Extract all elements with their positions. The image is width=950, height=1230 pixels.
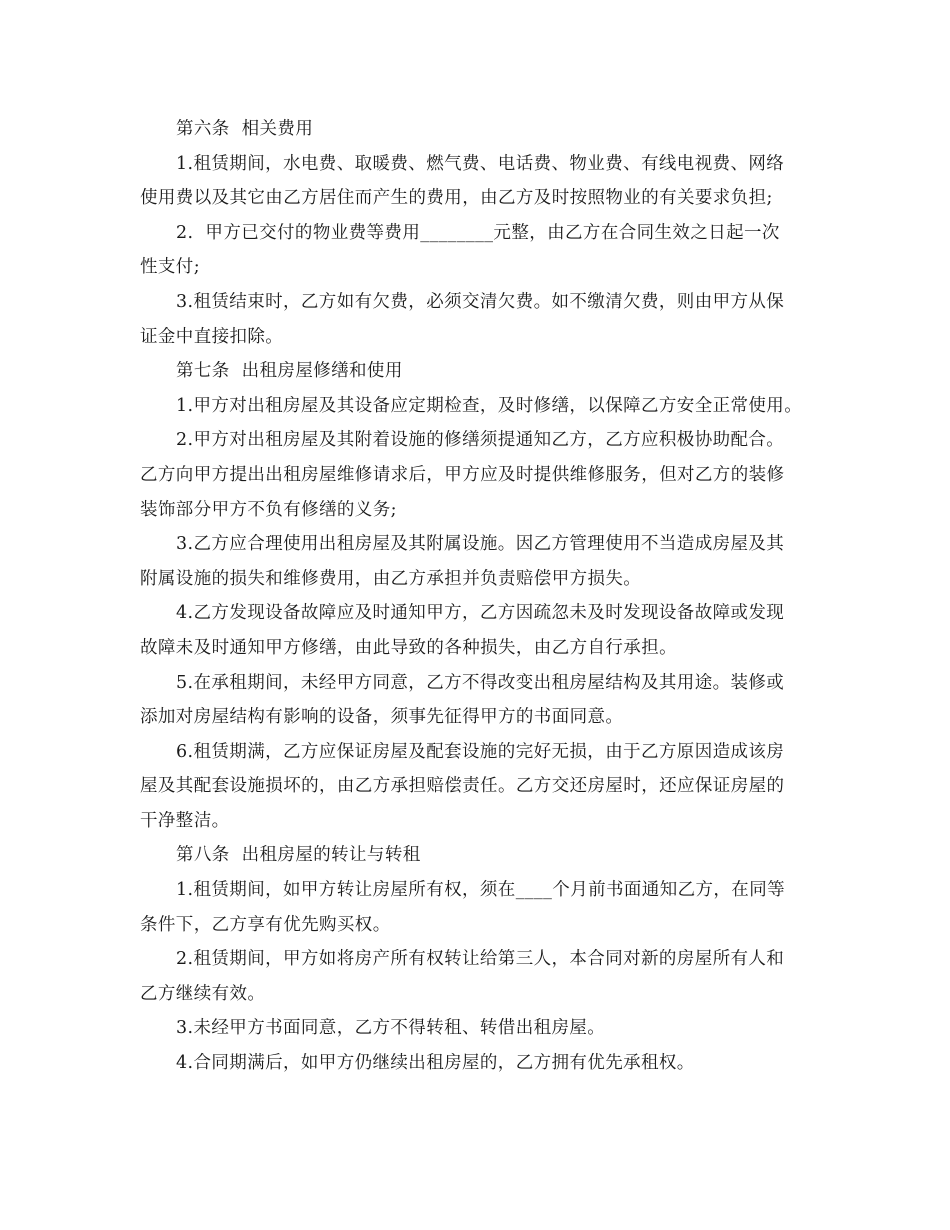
document-line: 条件下，乙方享有优先购买权。 xyxy=(140,914,391,935)
document-line: 屋及其配套设施损坏的，由乙方承担赔偿责任。乙方交还房屋时，还应保证房屋的 xyxy=(140,776,785,797)
document-line: 乙方向甲方提出出租房屋维修请求后，甲方应及时提供维修服务，但对乙方的装修 xyxy=(140,464,785,485)
document-line: 3.租赁结束时，乙方如有欠费，必须交清欠费。如不缴清欠费，则由甲方从保 xyxy=(176,291,785,312)
document-line: 使用费以及其它由乙方居住而产生的费用，由乙方及时按照物业的有关要求负担; xyxy=(140,188,773,209)
document-line: 性支付; xyxy=(140,257,200,278)
document-line: 2.甲方对出租房屋及其附着设施的修缮须提通知乙方，乙方应积极协助配合。 xyxy=(176,430,785,451)
document-line: 1.租赁期间，水电费、取暖费、燃气费、电话费、物业费、有线电视费、网络 xyxy=(176,153,785,174)
document-line: 5.在承租期间，未经甲方同意，乙方不得改变出租房屋结构及其用途。装修或 xyxy=(176,672,785,693)
document-line: 6.租赁期满，乙方应保证房屋及配套设施的完好无损，由于乙方原因造成该房 xyxy=(176,741,785,762)
document-line: 1.甲方对出租房屋及其设备应定期检查，及时修缮，以保障乙方安全正常使用。 xyxy=(176,395,803,416)
document-line: 装饰部分甲方不负有修缮的义务; xyxy=(140,499,397,520)
document-line: 故障未及时通知甲方修缮，由此导致的各种损失，由乙方自行承担。 xyxy=(140,637,677,658)
document-line: 第六条 相关费用 xyxy=(176,119,314,139)
document-line: 2.租赁期间，甲方如将房产所有权转让给第三人，本合同对新的房屋所有人和 xyxy=(176,949,785,970)
document-body xyxy=(140,112,816,1081)
document-line: 添加对房屋结构有影响的设备，须事先征得甲方的书面同意。 xyxy=(140,707,624,728)
document-line: 4.乙方发现设备故障应及时通知甲方，乙方因疏忽未及时发现设备故障或发现 xyxy=(176,603,785,624)
document-line: 1.租赁期间，如甲方转让房屋所有权，须在____个月前书面通知乙方，在同等 xyxy=(176,880,785,901)
document-line: 3.未经甲方书面同意，乙方不得转租、转借出租房屋。 xyxy=(176,1018,606,1039)
document-line: 附属设施的损失和维修费用，由乙方承担并负责赔偿甲方损失。 xyxy=(140,568,642,589)
document-line: 4.合同期满后，如甲方仍继续出租房屋的，乙方拥有优先承租权。 xyxy=(176,1053,695,1074)
document-line: 干净整洁。 xyxy=(140,810,230,831)
document-line: 2. 甲方已交付的物业费等费用________元整，由乙方在合同生效之日起一次 xyxy=(176,222,780,243)
document-line: 乙方继续有效。 xyxy=(140,983,266,1004)
document-line: 3.乙方应合理使用出租房屋及其附属设施。因乙方管理使用不当造成房屋及其 xyxy=(176,534,785,555)
document-line: 证金中直接扣除。 xyxy=(140,326,284,347)
document-line: 第七条 出租房屋修缮和使用 xyxy=(176,361,403,382)
document-line: 第八条 出租房屋的转让与转租 xyxy=(176,845,421,866)
